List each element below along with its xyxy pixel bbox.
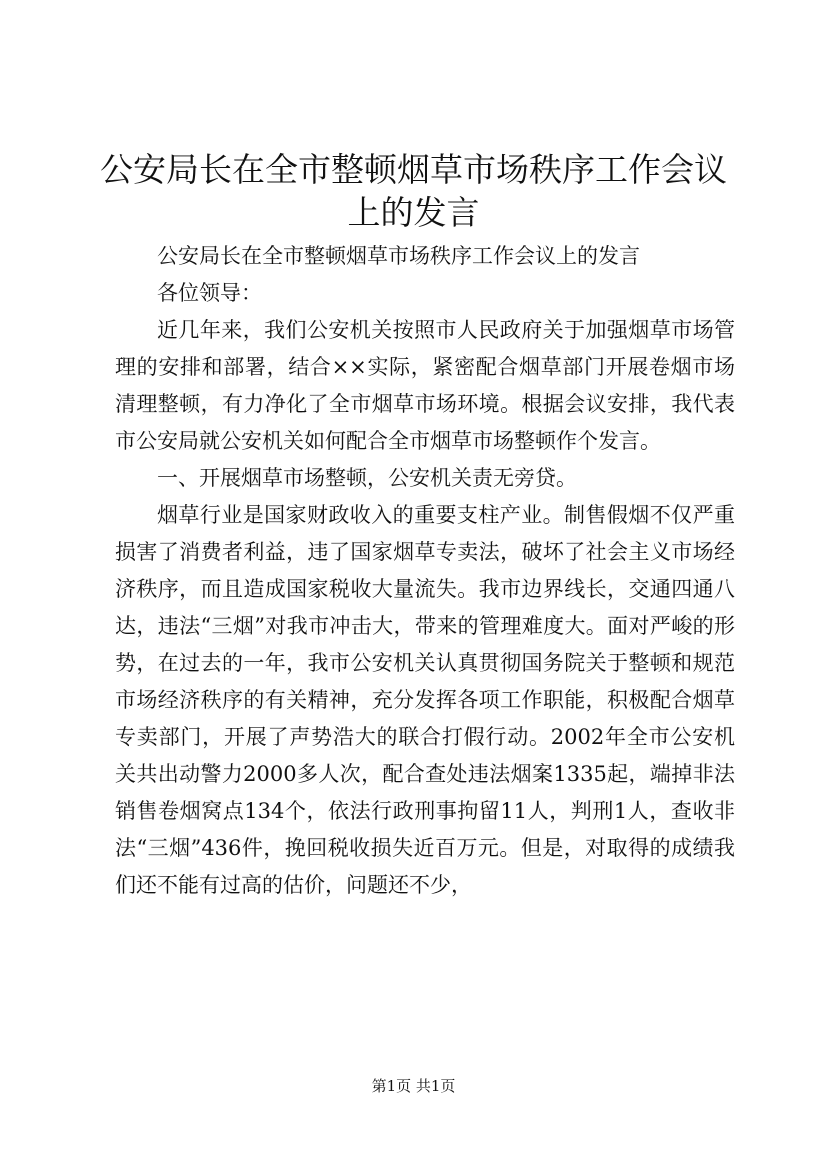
- document-title: 公安局长在全市整顿烟草市场秩序工作会议上的发言: [100, 150, 727, 232]
- page-footer: 第1页 共1页: [371, 1077, 456, 1095]
- section-heading: 一、开展烟草市场整顿，公安机关责无旁贷。: [157, 466, 577, 490]
- intro-paragraph: 近几年来，我们公安机关按照市人民政府关于加强烟草市场管理的安排和部署，结合××实际，紧密配合烟草部门开展卷烟市场清理整顿，有力净化了全市烟草市场环境。根据会议安排，我代表市公安局就公安机关如何配合全市烟草市场整顿作个发言。: [115, 318, 735, 453]
- document-body: [115, 238, 735, 904]
- salutation-paragraph: 各位领导：: [157, 281, 262, 305]
- body-paragraph: 烟草行业是国家财政收入的重要支柱产业。制售假烟不仅严重损害了消费者利益，违了国家烟草专卖法，破坏了社会主义市场经济秩序，而且造成国家税收大量流失。我市边界线长，交通四通八达，违法“三烟”对我市冲击大，带来的管理难度大。面对严峻的形势，在过去的一年，我市公安机关认真贯彻国务院关于整顿和规范市场经济秩序的有关精神，充分发挥各项工作职能，积极配合烟草专卖部门，开展了声势浩大的联合打假行动。2002年全市公安机关共出动警力2000多人次，配合查处违法烟案1335起，端掉非法销售卷烟窝点134个，依法行政刑事拘留11人，判刑1人，查收非法“三烟”436件，挽回税收损失近百万元。但是，对取得的成绩我们还不能有过高的估价，问题还不少，: [115, 503, 735, 897]
- subtitle-paragraph: 公安局长在全市整顿烟草市场秩序工作会议上的发言: [157, 244, 640, 268]
